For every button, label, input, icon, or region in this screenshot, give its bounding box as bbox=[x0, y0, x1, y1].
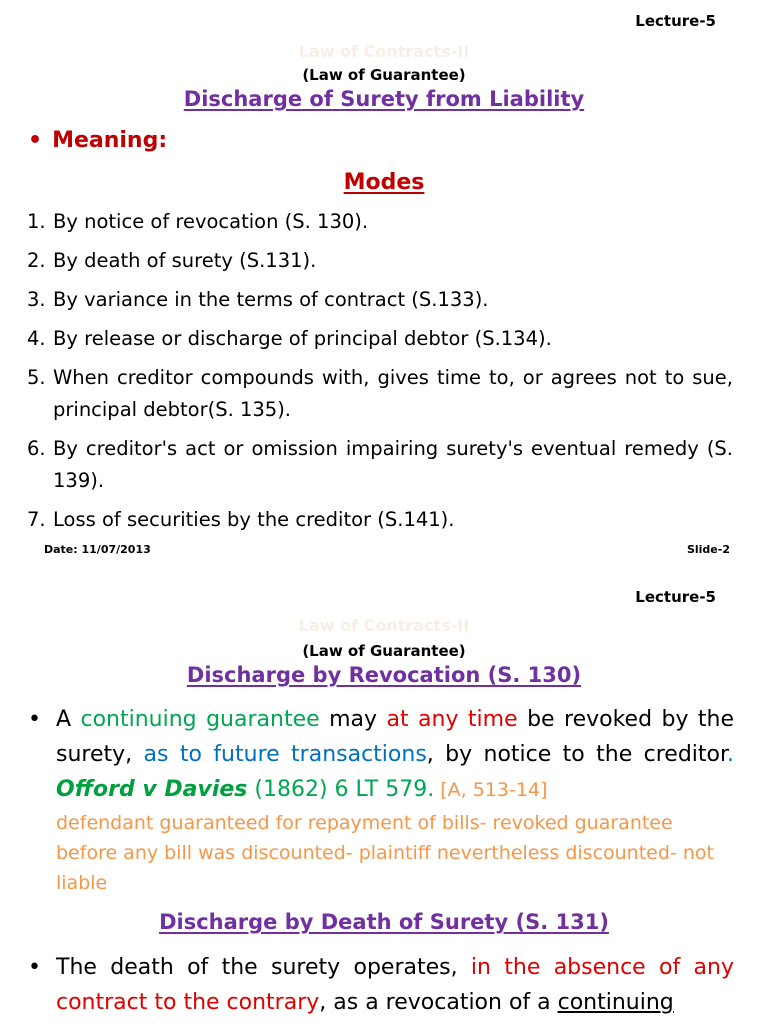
item-number: 3. bbox=[27, 288, 46, 311]
list-item bbox=[27, 323, 733, 355]
list-item bbox=[27, 284, 733, 316]
item-number: 7. bbox=[27, 508, 46, 531]
paragraph-body bbox=[56, 950, 734, 1020]
lecture-label: Lecture-5 bbox=[635, 588, 716, 606]
bullet-dot: • bbox=[28, 707, 41, 732]
term-at-any-time: at any time bbox=[386, 707, 518, 732]
item-number: 1. bbox=[27, 210, 46, 233]
slide-title: Discharge by Revocation (S. 130) bbox=[186, 663, 582, 687]
item-number: 5. bbox=[27, 366, 46, 389]
text-run: may bbox=[319, 707, 387, 732]
list-item bbox=[27, 362, 733, 426]
death-paragraph bbox=[28, 950, 734, 1020]
list-item bbox=[27, 206, 733, 238]
slide-date: Date: 11/07/2013 bbox=[44, 543, 151, 556]
slide-2 bbox=[0, 570, 768, 1024]
item-text: By death of surety (S.131). bbox=[53, 249, 317, 272]
list-item bbox=[27, 433, 733, 497]
watermark-course: Law of Contracts-II bbox=[298, 616, 470, 635]
item-number: 2. bbox=[27, 249, 46, 272]
text-run: , by notice to the creditor bbox=[426, 742, 728, 767]
list-item bbox=[27, 504, 733, 536]
modes-list bbox=[27, 206, 733, 543]
paragraph-body bbox=[56, 702, 734, 898]
text-run: . bbox=[727, 742, 735, 767]
term-continuing-guarantee: continuing guarantee bbox=[80, 707, 320, 732]
text-run: be revoked by the surety, bbox=[56, 707, 735, 767]
bullet-dot: • bbox=[28, 955, 41, 980]
case-citation: (1862) 6 LT 579. bbox=[247, 777, 435, 802]
case-note: defendant guaranteed for repayment of bills- revoked guarantee before any bill was discounted- plaintiff nevertheless discounted- not liable bbox=[56, 812, 714, 894]
item-number: 4. bbox=[27, 327, 46, 350]
list-item bbox=[27, 245, 733, 277]
section-title-death: Discharge by Death of Surety (S. 131) bbox=[159, 910, 609, 934]
reference: [A, 513-14] bbox=[434, 779, 548, 801]
revocation-paragraph bbox=[28, 702, 734, 898]
subtitle: (Law of Guarantee) bbox=[302, 66, 466, 84]
term-contrary-contract: in the absence of any contract to the contrary bbox=[56, 955, 734, 1015]
text-run: , as a revocation of a bbox=[319, 990, 558, 1015]
item-text: By creditor's act or omission impairing surety's eventual remedy (S. 139). bbox=[53, 437, 733, 492]
text-run: The death of the surety operates, bbox=[56, 955, 471, 980]
item-text: By notice of revocation (S. 130). bbox=[53, 210, 369, 233]
term-continuing: continuing bbox=[557, 990, 674, 1015]
item-text: When creditor compounds with, gives time to, or agrees not to sue, principal debtor(S. 135). bbox=[53, 366, 733, 421]
watermark-course: Law of Contracts-II bbox=[298, 42, 470, 61]
meaning-bullet bbox=[28, 128, 167, 153]
lecture-label: Lecture-5 bbox=[635, 12, 716, 30]
slide-title: Discharge of Surety from Liability bbox=[183, 87, 585, 111]
meaning-label: Meaning: bbox=[52, 128, 168, 153]
text-run: A bbox=[56, 707, 81, 732]
term-future-transactions: as to future transactions bbox=[143, 742, 427, 767]
item-number: 6. bbox=[27, 437, 46, 460]
item-text: By release or discharge of principal debtor (S.134). bbox=[53, 327, 552, 350]
modes-heading: Modes bbox=[343, 170, 425, 195]
item-text: Loss of securities by the creditor (S.141). bbox=[53, 508, 455, 531]
bullet-dot: • bbox=[28, 128, 43, 153]
subtitle: (Law of Guarantee) bbox=[302, 642, 466, 660]
item-text: By variance in the terms of contract (S.133). bbox=[53, 288, 489, 311]
slide-number: Slide-2 bbox=[686, 543, 730, 556]
case-name: Offord v Davies bbox=[56, 777, 248, 802]
